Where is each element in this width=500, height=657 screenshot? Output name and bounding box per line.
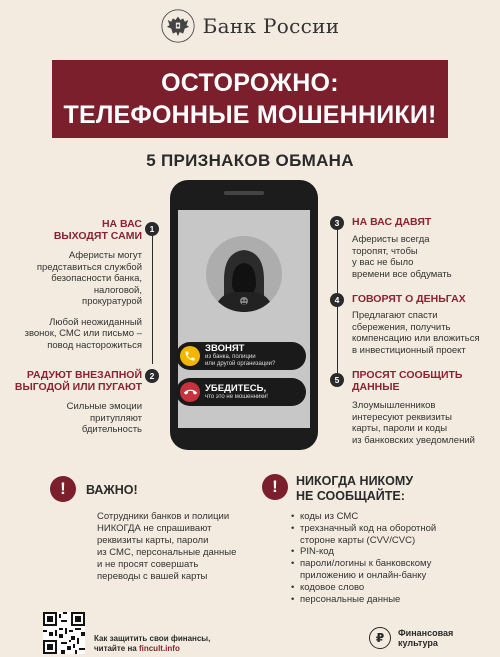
footer-info	[94, 634, 210, 654]
phone-answer-icon	[180, 346, 200, 366]
sign-1-title-line: НА ВАС	[101, 218, 142, 230]
sign-2-number: 2	[145, 369, 159, 383]
sign-2-text-line: притупляют	[89, 412, 142, 424]
footer-line-2	[94, 644, 210, 654]
never-block	[296, 474, 413, 504]
sign-1-extra	[14, 317, 142, 352]
fin-line-2: культура	[398, 638, 438, 648]
fin-line-1: Финансовая	[398, 628, 454, 638]
important-text	[97, 511, 257, 583]
header	[0, 6, 500, 46]
sign-4-number: 4	[330, 293, 344, 307]
sign-1-title-line: ВЫХОДЯТ САМИ	[53, 230, 142, 242]
sign-4-text-line: в инвестиционный проект	[352, 344, 466, 356]
sign-5-text-line: карты, пароли и коды	[352, 423, 448, 434]
financial-culture-label	[398, 628, 453, 648]
never-list-item: • персональные данные	[291, 594, 471, 606]
sign-1-number: 1	[145, 222, 159, 236]
important-title: ВАЖНО!	[86, 483, 138, 497]
verify-call-bubble	[176, 378, 306, 406]
hooded-scammer-avatar	[206, 236, 282, 312]
sign-2-title-line: РАДУЮТ ВНЕЗАПНОЙ	[26, 369, 142, 381]
important-text-line: реквизиты карты, пароли	[97, 535, 209, 546]
sign-3-text-line: у вас не было	[352, 257, 414, 268]
sign-3	[352, 216, 492, 280]
phone-speaker	[224, 191, 264, 195]
sign-5	[352, 369, 492, 446]
sign-3-text	[352, 234, 492, 280]
call-1-sub-line: или другой организации?	[205, 361, 276, 367]
call-2-sub: что это не мошенники!	[205, 393, 268, 400]
call-1-title: ЗВОНЯТ	[205, 343, 245, 354]
important-text-line: НИКОГДА не спрашивают	[97, 523, 212, 534]
never-list-item: • кодовое слово	[291, 582, 471, 594]
sign-3-title: НА ВАС ДАВЯТ	[352, 216, 432, 228]
sign-3-text-line: торопят, чтобы	[352, 245, 418, 257]
sign-5-text-line: интересуют реквизиты	[352, 411, 452, 423]
hooded-figure-icon	[206, 236, 282, 312]
sign-1-text-line: налоговой,	[93, 284, 142, 296]
important-text-line: переводы с вашей карты	[97, 571, 208, 582]
fincult-link[interactable]: fincult.info	[138, 644, 180, 653]
call-1-sub-line: из банка, полиции	[205, 354, 256, 360]
phone-illustration	[170, 180, 318, 450]
never-list-item: • пароли/логины к банковскому приложению и онлайн-банку	[291, 558, 471, 582]
never-title-line: НЕ СООБЩАЙТЕ:	[296, 489, 405, 503]
sign-1-text	[14, 250, 142, 308]
banner-line-1: ОСТОРОЖНО:	[161, 69, 339, 97]
sign-4-text-line: Предлагают спасти	[352, 310, 438, 321]
ruble-logo-icon: ₽	[369, 627, 391, 649]
exclamation-icon: !	[262, 474, 288, 500]
sign-1-text-line: представиться службой	[36, 261, 142, 273]
sign-5-text-line: из банковских уведомлений	[352, 434, 475, 446]
sign-3-number: 3	[330, 216, 344, 230]
sign-1-text-line: безопасности банка,	[51, 273, 142, 284]
sign-5-title-line: ДАННЫЕ	[352, 381, 400, 393]
sign-5-text	[352, 400, 492, 446]
call-2-texts	[205, 384, 268, 401]
never-list-item: • PIN-код	[291, 546, 471, 558]
call-2-title: УБЕДИТЕСЬ,	[205, 382, 267, 394]
sign-2-title	[14, 369, 142, 393]
important-text-line: Сотрудники банков и полиции	[97, 511, 230, 522]
never-list-item: • коды из СМС	[291, 511, 471, 523]
sign-4-text	[352, 310, 492, 356]
sign-3-text-line: времени все обдумать	[352, 268, 452, 280]
exclamation-icon: !	[50, 476, 76, 502]
sign-2	[14, 369, 142, 436]
sign-2-text	[14, 401, 142, 436]
sign-3-text-line: Аферисты всегда	[352, 234, 430, 245]
left-connector-line	[152, 232, 153, 364]
double-headed-eagle-icon	[161, 9, 195, 43]
sign-2-text-line: Сильные эмоции	[66, 401, 142, 412]
sign-4-title: ГОВОРЯТ О ДЕНЬГАХ	[352, 293, 466, 305]
warning-banner	[52, 60, 448, 138]
never-list	[291, 511, 471, 605]
hangup-handset-icon	[184, 386, 197, 399]
footer-line-1: Как защитить свои финансы,	[94, 634, 211, 643]
sign-2-text-line: бдительность	[81, 424, 142, 435]
incoming-call-bubble	[176, 342, 306, 370]
sign-1	[14, 218, 142, 351]
bank-name: Банк России	[202, 14, 340, 38]
call-1-texts	[205, 344, 275, 368]
signs-title: 5 ПРИЗНАКОВ ОБМАНА	[146, 151, 354, 170]
never-list-item: • трехзначный код на оборотной стороне карты (CVV/CVC)	[291, 523, 471, 547]
sign-1-extra-line: Любой неожиданный	[49, 316, 142, 328]
sign-1-extra-line: звонок, СМС или письмо –	[24, 328, 142, 339]
sign-4-text-line: сбережения, получить	[352, 321, 451, 333]
sign-1-text-line: Аферисты могут	[68, 250, 142, 261]
qr-code-icon	[43, 612, 85, 654]
sign-2-title-line: ВЫГОДОЙ ИЛИ ПУГАЮТ	[14, 381, 142, 393]
phone-screen	[178, 210, 310, 428]
footer-line-2-prefix: читайте на	[94, 644, 139, 653]
important-block	[86, 483, 138, 498]
sign-5-title	[352, 369, 492, 393]
sign-5-title-line: ПРОСЯТ СООБЩИТЬ	[352, 369, 463, 381]
handset-icon	[184, 350, 196, 362]
sign-1-title	[14, 218, 142, 242]
sign-4	[352, 293, 492, 356]
sign-5-number: 5	[330, 373, 344, 387]
sign-4-text-line: компенсацию или вложиться	[352, 333, 480, 344]
sign-1-extra-line: повод насторожиться	[47, 339, 142, 351]
important-text-line: и не просят совершать	[97, 559, 199, 570]
sign-5-text-line: Злоумышленников	[352, 400, 436, 411]
sign-1-text-line: прокуратурой	[82, 296, 142, 307]
phone-decline-icon	[180, 382, 200, 402]
never-title-line: НИКОГДА НИКОМУ	[296, 474, 414, 488]
banner-line-2: ТЕЛЕФОННЫЕ МОШЕННИКИ!	[63, 101, 437, 129]
important-text-line: из СМС, персональные данные	[97, 547, 237, 558]
